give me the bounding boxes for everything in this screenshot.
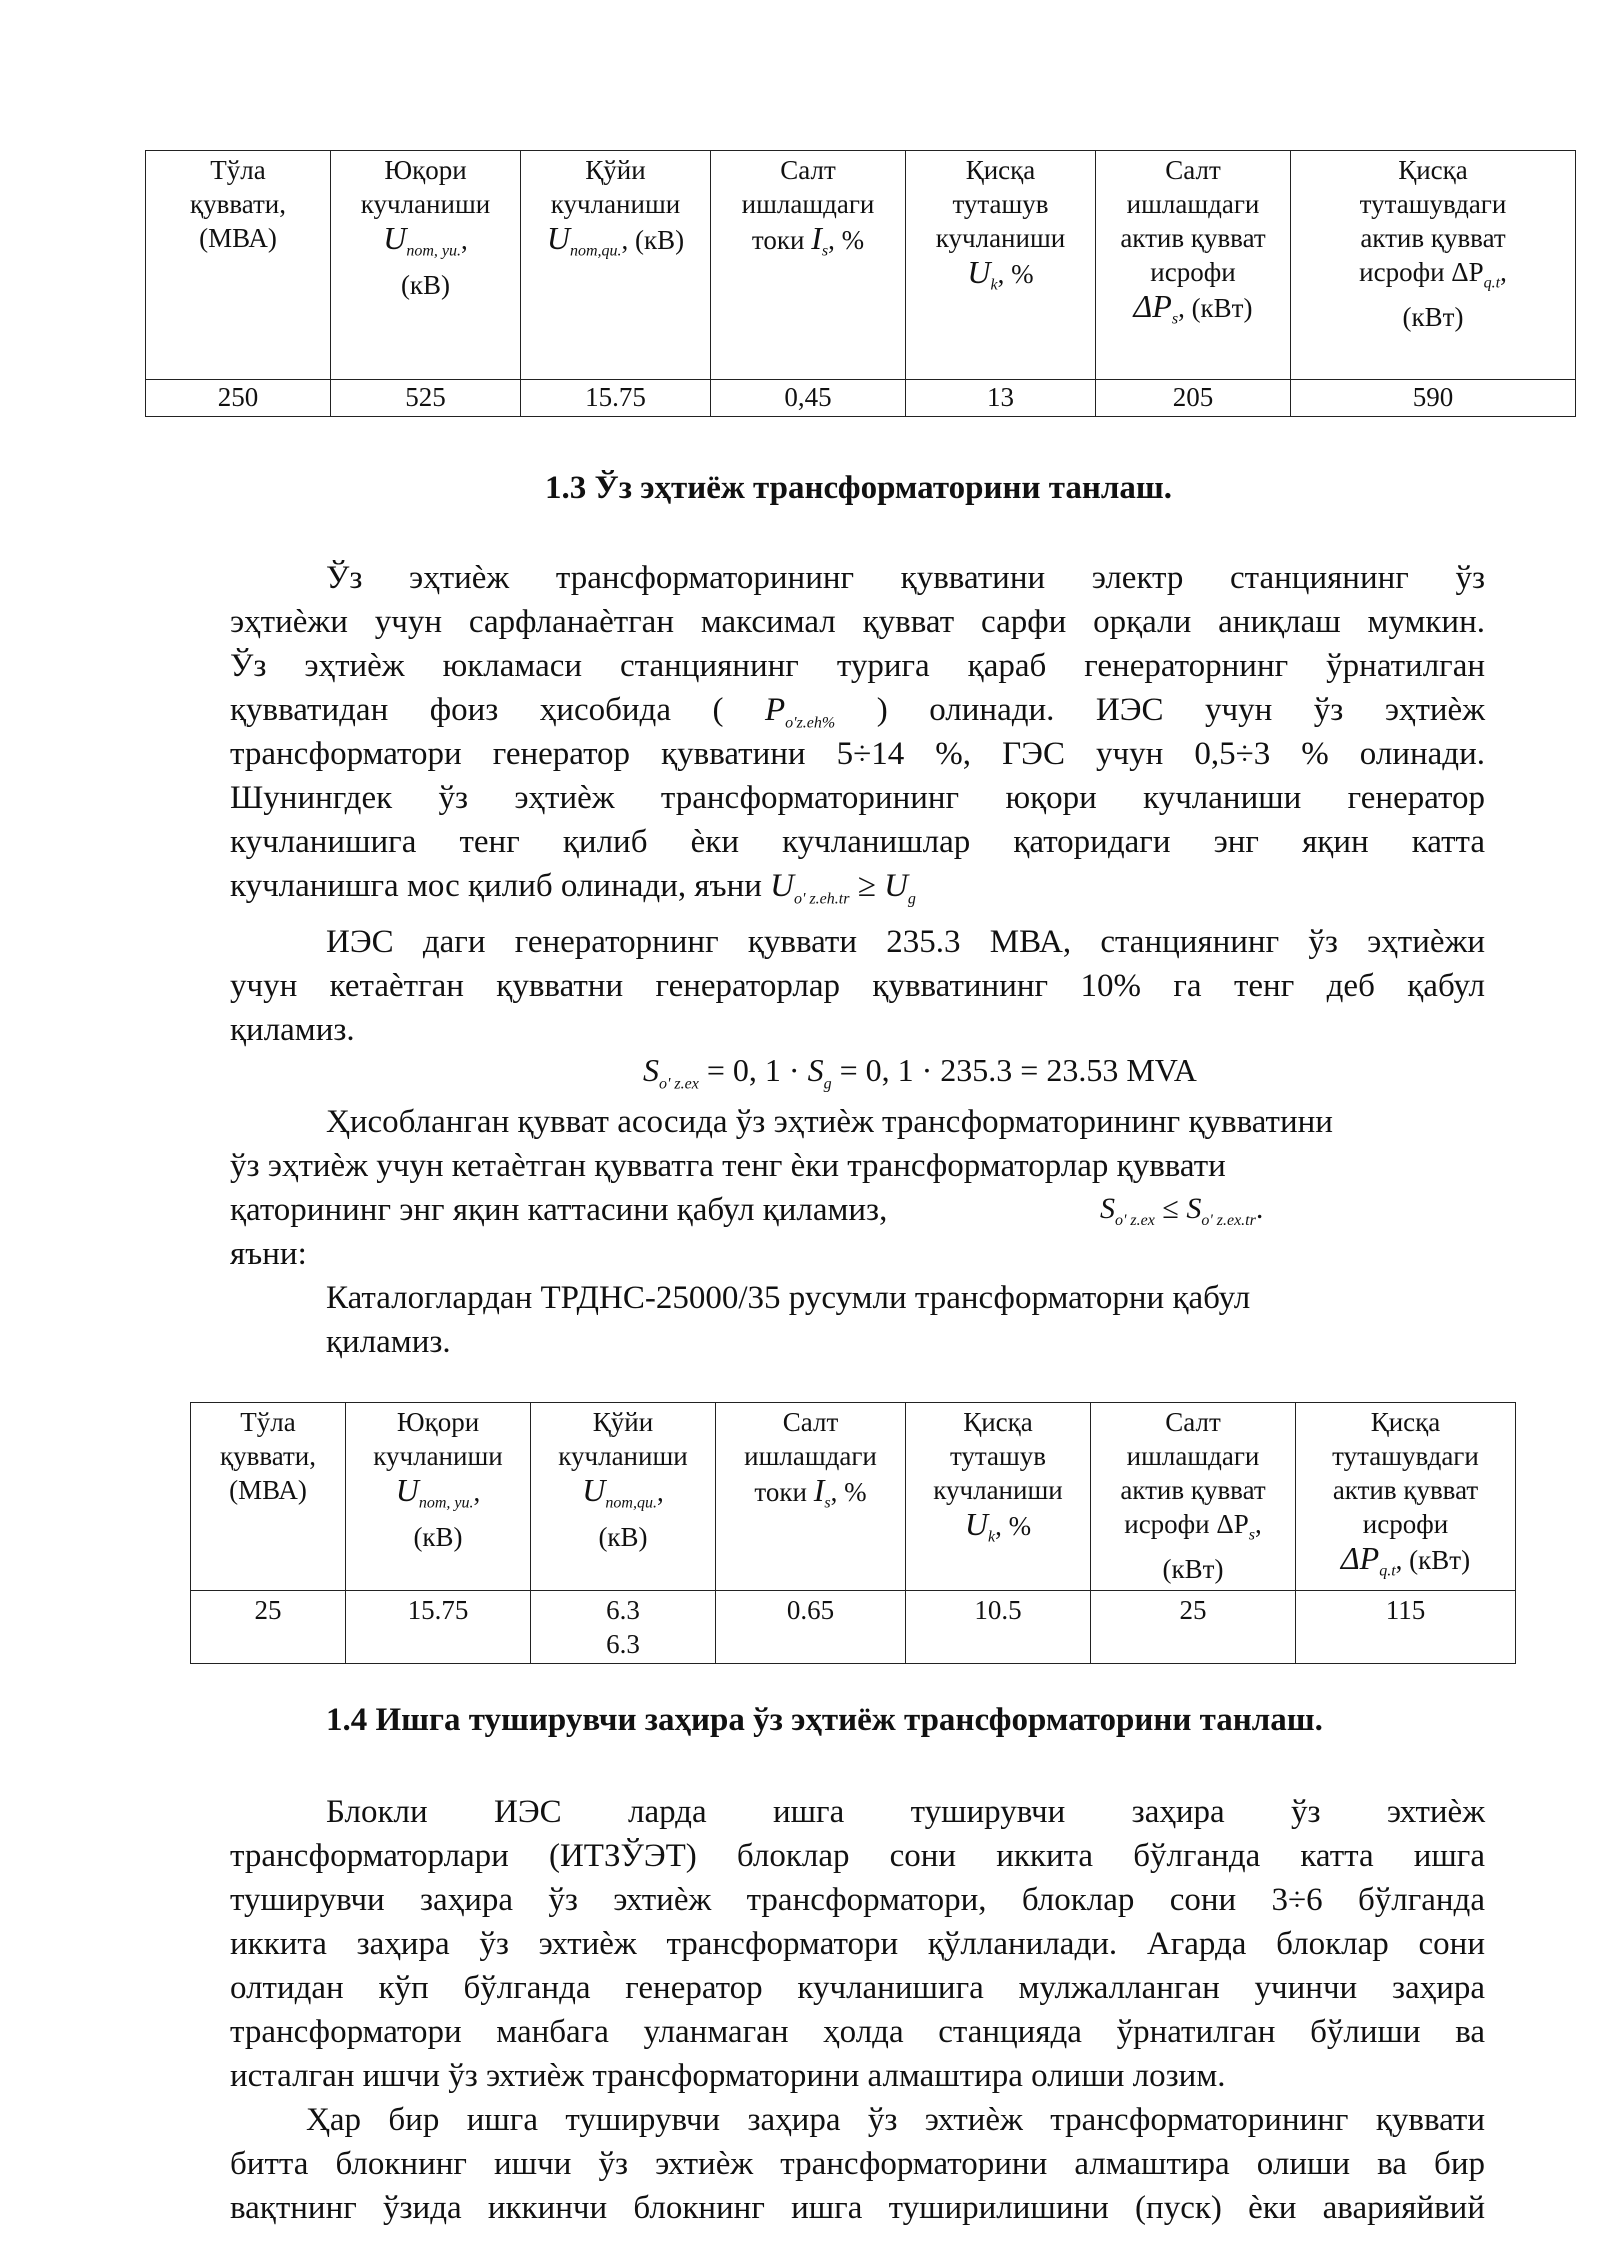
section-13-paragraph-3: Ҳисобланган қувват асосида ўз эҳтиѐж трансформаторининг қувватини ўз эҳтиѐж учун кетаѐтган қувватга тенг ѐки трансформаторлар қуввати қаторининг энг яқин каттасини қабул қиламиз, яъни: [230,1104,1333,1272]
power-condition-formula: $S_{o' z.ex} \le S_{o' z.ex.tr}$. [1100,1192,1264,1229]
table-cell: 250 [146,380,331,417]
section-13-heading: 1.3 Ўз эҳтиёж трансформаторини танлаш. [545,470,1172,506]
header-high-voltage: Юқори кучланиши $U_{nom, yu.}$, (кВ) [331,151,521,380]
table-cell: 15.75 [346,1591,531,1664]
header-short-circuit-voltage: Қисқа туташув кучланиши $U_k$, % [906,151,1096,380]
header-no-load-current: Салт ишлашдаги токи $I_s$, % [711,151,906,380]
header-rated-power: Тўла қуввати, (МВА) [146,151,331,380]
table-cell: 525 [331,380,521,417]
table-cell: 115 [1296,1591,1516,1664]
power-formula: $S_{o' z.ex} = 0$, $1 \cdot S_g = 0$, 1 · 235.3 = 23.53 MVA [643,1052,1197,1093]
header-no-load-loss: Салт ишлашдаги актив қувват исрофи $\Delta P_s$, (кВт) [1096,151,1291,380]
table-header-row [191,1403,1516,1591]
table-cell: 15.75 [521,380,711,417]
table-header-row [146,151,1576,380]
header-no-load-loss: Салт ишлашдаги актив қувват исрофи $\Delta P_s$, (кВт) [1091,1403,1296,1591]
header-short-circuit-loss: Қисқа туташувдаги актив қувват исрофи $\Delta P_{q.t}$, (кВт) [1291,151,1576,380]
table-row [146,380,1576,417]
section-13-paragraph-1: Ўз эҳтиѐж трансформаторининг қувватини электр станциянинг ўз эҳтиѐжи учун сарфланаѐтган максимал қувват сарфи орқали аниқлаш мумкин. Ўз эҳтиѐж юкламаси станциянинг турига қараб генераторнинг ўрнатилган қувватидан фоиз ҳисобида ( $P_{o'z.eh\%}$ ) олинади. ИЭС учун ўз эҳтиѐж трансформатори генератор қувватини 5÷14 %, ГЭС учун 0,5÷3 % олинади. Шунингдек ўз эҳтиѐж трансформаторининг юқори кучланиши генератор кучланишига тенг қилиб ѐки кучланишлар қаторидаги энг яқин катта кучланишга мос қилиб олинади, яъни $U_{o' z.eh.tr} \ge U_g$ [230,560,1486,908]
header-low-voltage: Қўйи кучланиши $U_{nom,qu.}$, (кВ) [521,151,711,380]
table-cell: 590 [1291,380,1576,417]
table-cell: 0.65 [716,1591,906,1664]
table-cell: 10.5 [906,1591,1091,1664]
transformer-table-2 [190,1402,1516,1664]
table-cell: 25 [1091,1591,1296,1664]
table-cell: 205 [1096,380,1291,417]
section-14-paragraph-1: Блокли ИЭС ларда ишга туширувчи заҳира ўз эхтиѐж трансформаторлари (ИТЗЎЭТ) блоклар сони иккита бўлганда катта ишга туширувчи заҳира ўз эхтиѐж трансформатори, блоклар сони 3÷6 бўлганда иккита заҳира ўз эхтиѐж трансформатори қўлланилади. Агарда блоклар сони олтидан кўп бўлганда генератор кучланишига мулжалланган учинчи заҳира трансформатори манбага уланмаган ҳолда станцияда ўрнатилган бўлиши ва исталган ишчи ўз эхтиѐж трансформаторини алмаштира олиши лозим. [230,1794,1485,2094]
header-short-circuit-voltage: Қисқа туташув кучланиши $U_k$, % [906,1403,1091,1591]
table-row [191,1591,1516,1664]
section-14-paragraph-2: Ҳар бир ишга туширувчи заҳира ўз эхтиѐж трансформаторининг қуввати битта блокнинг ишчи ўз эхтиѐж трансформаторини алмаштира олиши ва бир вақтнинг ўзида иккинчи блокнинг ишга туширилишини (пуск) ѐки аварияйвий [230,2102,1485,2226]
header-short-circuit-loss: Қисқа туташувдаги актив қувват исрофи $\Delta P_{q.t}$, (кВт) [1296,1403,1516,1591]
table-cell: 25 [191,1591,346,1664]
table-cell: 0,45 [711,380,906,417]
section-13-paragraph-2: ИЭС даги генераторнинг қуввати 235.3 МВА, станциянинг ўз эҳтиѐжи учун кетаѐтган қувватни генераторлар қувватининг 10% га тенг деб қабул қиламиз. [230,924,1485,1048]
table-cell: 13 [906,380,1096,417]
header-low-voltage: Қўйи кучланиши $U_{nom,qu.}$, (кВ) [531,1403,716,1591]
table-cell: 6.3 6.3 [531,1591,716,1664]
transformer-table-1 [145,150,1576,417]
header-high-voltage: Юқори кучланиши $U_{nom, yu.}$, (кВ) [346,1403,531,1591]
header-no-load-current: Салт ишлашдаги токи $I_s$, % [716,1403,906,1591]
header-rated-power: Тўла қуввати, (МВА) [191,1403,346,1591]
section-13-paragraph-4: Каталоглардан ТРДНС-25000/35 русумли трансформаторни қабул қиламиз. [326,1280,1251,1360]
section-14-heading: 1.4 Ишга туширувчи заҳира ўз эҳтиёж трансформаторини танлаш. [326,1702,1323,1738]
